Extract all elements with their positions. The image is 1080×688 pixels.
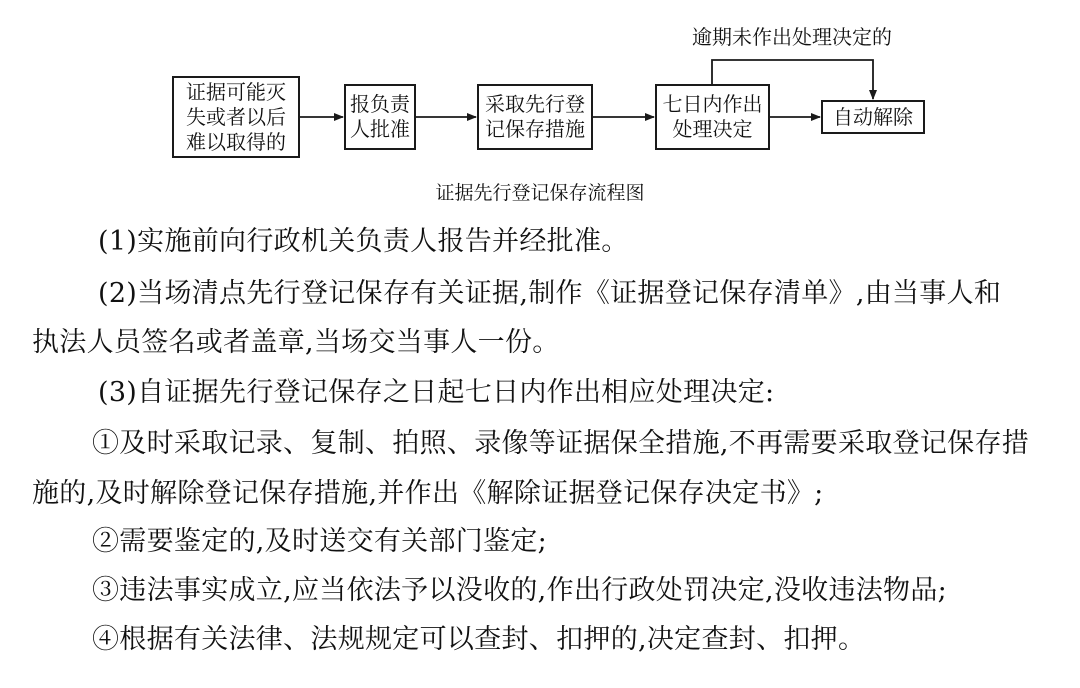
flow-box-line: 七日内作出 — [662, 92, 763, 116]
item-4: ④根据有关法律、法规规定可以查封、扣押的,决定查封、扣押。 — [92, 624, 866, 655]
flow-box-line: 证据可能灭 — [186, 79, 286, 104]
flow-box-decision — [655, 84, 770, 150]
flow-box-auto-release — [821, 100, 925, 134]
flowchart-caption: 证据先行登记保存流程图 — [435, 182, 645, 204]
flow-box-line: 自动解除 — [833, 104, 913, 129]
flow-box-line: 难以取得的 — [186, 129, 286, 154]
flow-box-line: 记保存措施 — [485, 117, 585, 141]
flow-box-line: 失或者以后 — [186, 104, 286, 129]
flow-box-line: 处理决定 — [672, 117, 753, 141]
flow-box-line: 报负责 — [350, 92, 410, 116]
flow-box-line: 采取先行登 — [485, 92, 585, 116]
item-3: ③违法事实成立,应当依法予以没收的,作出行政处罚决定,没收违法物品; — [92, 575, 948, 606]
flow-box-preservation — [477, 84, 593, 150]
item-1-line-2: 施的,及时解除登记保存措施,并作出《解除证据登记保存决定书》; — [32, 478, 824, 509]
paragraph-1: (1)实施前向行政机关负责人报告并经批准。 — [98, 226, 629, 257]
overdue-label: 逾期未作出处理决定的 — [692, 25, 892, 49]
paragraph-2-line-1: (2)当场清点先行登记保存有关证据,制作《证据登记保存清单》,由当事人和 — [98, 278, 1002, 309]
item-1-line-1: ①及时采取记录、复制、拍照、录像等证据保全措施,不再需要采取登记保存措 — [92, 428, 1030, 459]
flowchart — [0, 0, 1080, 215]
paragraph-3: (3)自证据先行登记保存之日起七日内作出相应处理决定: — [98, 377, 775, 408]
paragraph-2-line-2: 执法人员签名或者盖章,当场交当事人一份。 — [32, 327, 560, 358]
flow-box-approval — [344, 84, 416, 150]
flow-box-evidence-risk — [172, 76, 300, 158]
flow-box-line: 人批准 — [350, 117, 410, 141]
item-2: ②需要鉴定的,及时送交有关部门鉴定; — [92, 526, 548, 557]
